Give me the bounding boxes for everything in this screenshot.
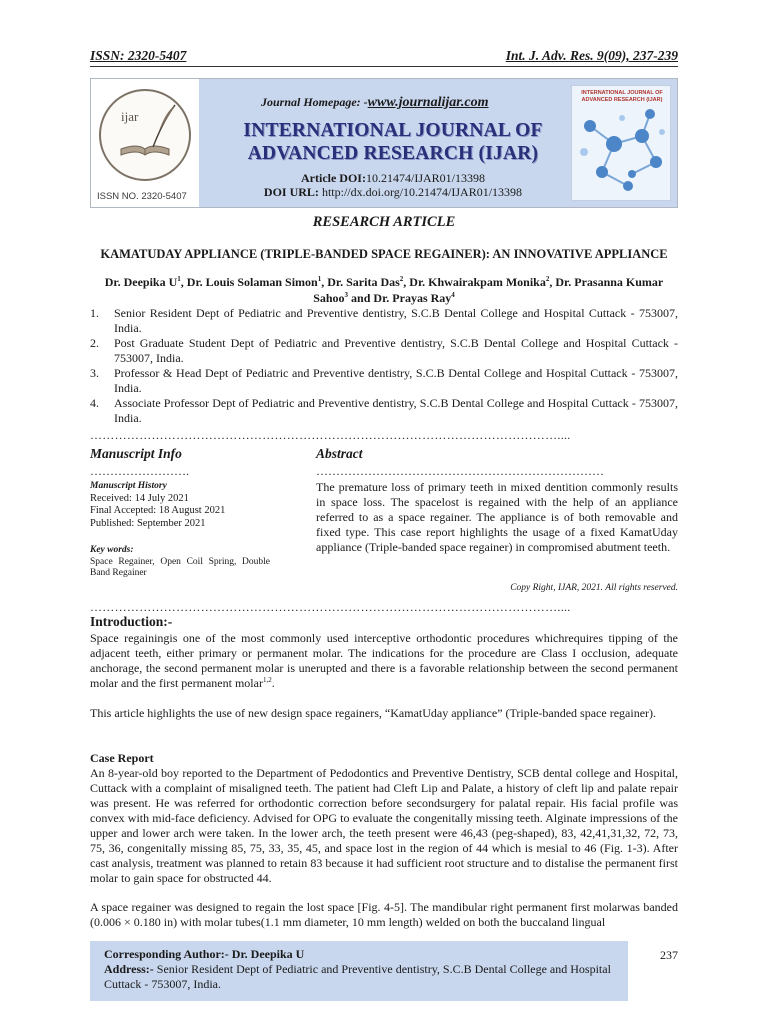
keywords: Space Regainer, Open Coil Spring, Double Band Regainer [90, 556, 270, 578]
issn: ISSN: 2320-5407 [90, 48, 187, 63]
page-number: 237 [660, 948, 678, 962]
doi-url-link[interactable]: http://dx.doi.org/10.21474/IJAR01/13398 [321, 185, 523, 199]
author-list: Dr. Deepika $U^1$, Dr. Louis Solaman Simon$^1$, Dr. Sarita Das$^2$, Dr. Khwairakpam Monika$^2$, Dr. Prasanna Kumar Sahoo$^3$ and Dr. Prayas Ray$^4$ [104, 275, 664, 305]
published-date: Published: September 2021 [90, 517, 206, 529]
journal-cover-image [571, 85, 671, 201]
header-rule [90, 66, 678, 67]
author: Dr. Khwairakpam Monika [409, 275, 546, 289]
affiliation-list [90, 306, 678, 426]
logo-circle [99, 89, 191, 181]
author-sup: 2 [399, 275, 404, 283]
corresponding-address: Address:- Senior Resident Dept of Pediatric and Preventive dentistry, S.C.B Dental College and Hospital Cuttack - 753007, India. [104, 962, 611, 991]
homepage-label: Journal Homepage: - [261, 95, 368, 109]
homepage-link[interactable]: www.journalijar.com [367, 95, 489, 110]
manuscript-dots: ……………………. [90, 464, 189, 478]
introduction-paragraph: Space regainingis one of the most commonly used interceptive orthodontic procedures whichrequires tipping of the adjacent teeth, either primary or permanent molar. The indications for the procedure are Class I occlusion, adequate anchorage, the second permanent molar is unerupted and there is a favorable relationship between the second permanent molar and the first permanent molar$^{1,2}$. [90, 631, 678, 690]
keywords-label: Key words: [90, 545, 134, 555]
dotted-separator: …………………………………………………………………………………………………….... [90, 600, 571, 614]
author-sup: 2 [545, 275, 550, 283]
author-sup: 1 [317, 275, 322, 283]
affiliation-item: 3. Professor & Head Dept of Pediatric and Preventive dentistry, S.C.B Dental College and Hospital Cuttack - 753007, India. [90, 366, 678, 395]
abstract-dots: ……………………………………………………………… [316, 464, 604, 478]
case-report-paragraph: An 8-year-old boy reported to the Department of Pedodontics and Preventive Dentistry, SCB dental college and Hospital, Cuttack with a complaint of misaligned teeth. The patient had Cleft Lip and Palate, a history of cleft lip and palate repair was present. He was referred for orthodontic correction before secondsurgery for palatal repair. His facial profile was convex with mid-face deficiency. Advised for OPG to evaluate the congenitally missing teeth. Alginate impressions of the upper and lower arch were taken. In the lower arch, the teeth present were 46,43 (peg-shaped), 83, 42,41,31,32, 72, 73, 75, 36, congenitally missing 85, 75, 33, 35, 45, and space lost in the region of 44 which is mesial to 46 (Fig. 1-3). After cast analysis, treatment was planned to retain 83 because it had sufficient root structure and to distalise the permanent first molar to gain space for obstructed 44. [90, 766, 678, 885]
citation-sup: 1,2 [262, 676, 272, 684]
affiliation-item: 2. Post Graduate Student Dept of Pediatric and Preventive dentistry, S.C.B Dental College and Hospital Cuttack - 753007, India. [90, 336, 678, 365]
article-title: KAMATUDAY APPLIANCE (TRIPLE-BANDED SPACE REGAINER): AN INNOVATIVE APPLIANCE [100, 247, 668, 261]
copyright: Copy Right, IJAR, 2021. All rights reserved. [510, 583, 678, 593]
doi-value: 10.21474/IJAR01/13398 [365, 171, 485, 185]
received-date: Received: 14 July 2021 [90, 492, 189, 504]
author-sup: 1 [177, 275, 181, 283]
corresponding-author-box [90, 941, 628, 1001]
case-report-heading: Case Report [90, 751, 154, 765]
doi-block [219, 171, 567, 199]
author-sup: 4 [451, 291, 455, 299]
cover-title: INTERNATIONAL JOURNAL OF ADVANCED RESEARCH (IJAR) [581, 90, 663, 103]
author-sup: 3 [344, 291, 349, 299]
doi-label: Article DOI: [301, 171, 366, 185]
case-report-paragraph-2: A space regainer was designed to regain the lost space [Fig. 4-5]. The mandibular right permanent first molarwas banded (0.006 × 0.180 in) with molar tubes(1.1 mm diameter, 10 mm length) welded on both the buccaland lingual [90, 900, 678, 929]
logo-issn: ISSN NO. 2320-5407 [97, 191, 187, 202]
manuscript-info [90, 480, 270, 580]
introduction-paragraph-2: This article highlights the use of new design space regainers, “KamatUday appliance” (Triple-banded space regainer). [90, 706, 657, 720]
accepted-date: Final Accepted: 18 August 2021 [90, 505, 226, 516]
journal-banner [90, 78, 678, 208]
journal-logo [91, 79, 199, 207]
abstract-heading: Abstract [316, 446, 363, 461]
running-header [90, 44, 678, 64]
logo-text: ijar [121, 109, 139, 124]
dotted-separator: …………………………………………………………………………………………………….... [90, 428, 571, 442]
citation: Int. J. Adv. Res. 9(09), 237-239 [505, 48, 678, 63]
history-label: Manuscript History [90, 481, 167, 491]
journal-title-line1: INTERNATIONAL JOURNAL OF [243, 120, 543, 141]
author: Dr. Sarita Das [327, 275, 400, 289]
affiliation-item: 4. Associate Professor Dept of Pediatric and Preventive dentistry, S.C.B Dental College and Hospital Cuttack - 753007, India. [90, 396, 678, 425]
introduction-heading: Introduction:- [90, 614, 173, 629]
corresponding-author: Corresponding Author:- Dr. Deepika U [104, 947, 305, 961]
author: Dr. Deepika U [104, 275, 178, 289]
abstract-text: The premature loss of primary teeth in mixed dentition commonly results in space loss. The spacelost is regained with the help of an appliance referred to as a space regainer. The appliance is of both removable and fixed type. This case report highlights the usage of a fixed KamatUday appliance (Triple-banded space regainer) in compromised abutment teeth. [316, 480, 678, 554]
book-quill-icon [101, 91, 189, 179]
manuscript-info-heading: Manuscript Info [90, 446, 182, 461]
affiliation-item: 1. Senior Resident Dept of Pediatric and Preventive dentistry, S.C.B Dental College and Hospital Cuttack - 753007, India. [90, 306, 678, 335]
journal-homepage [261, 95, 489, 111]
author: Dr. Prayas Ray [373, 291, 452, 305]
journal-title [219, 119, 567, 165]
author: Dr. Louis Solaman Simon [186, 275, 318, 289]
journal-title-line2: ADVANCED RESEARCH (IJAR) [247, 143, 539, 164]
article-type: RESEARCH ARTICLE [312, 214, 456, 230]
doi-url-label: DOI URL: [263, 185, 319, 199]
author: Dr. Prasanna Kumar Sahoo [313, 275, 664, 305]
